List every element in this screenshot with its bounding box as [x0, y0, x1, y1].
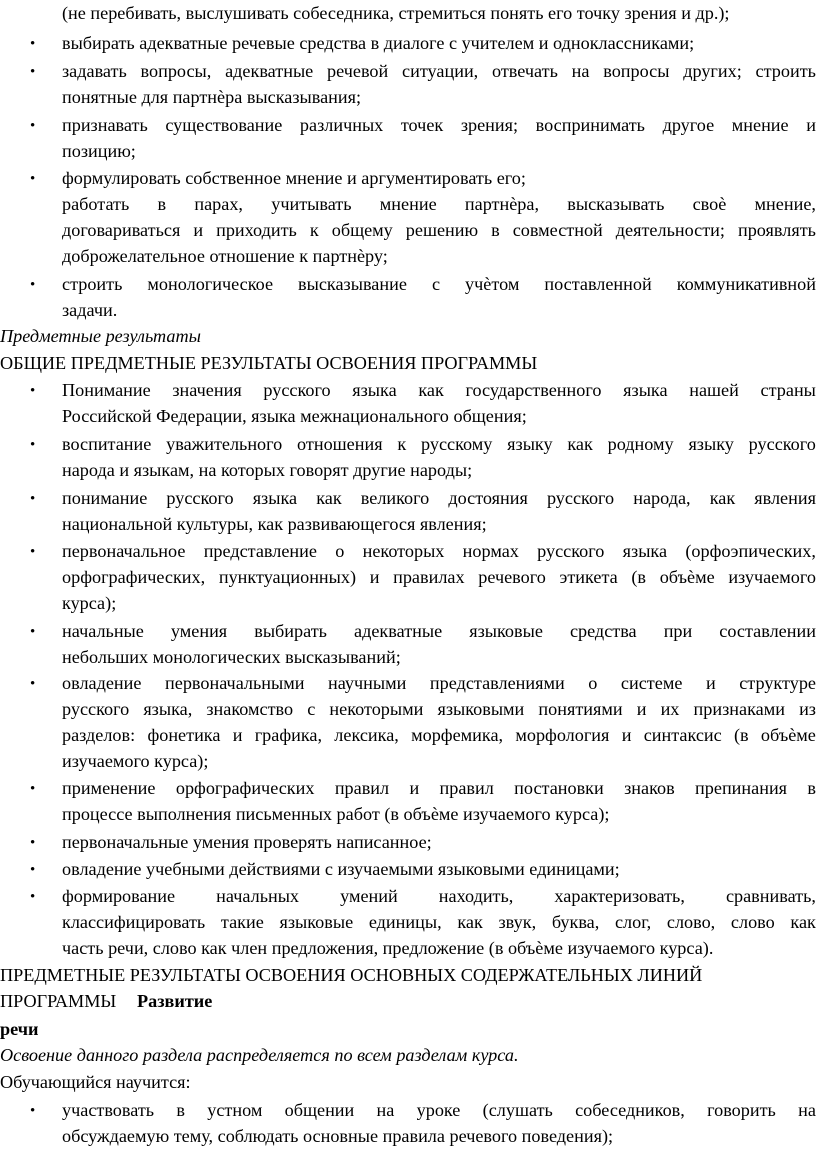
word: классифицировать — [62, 912, 206, 932]
word: государственного — [465, 380, 602, 400]
word: высказывание — [298, 274, 407, 294]
list-item-line: народа и языкам, на которых говорят другие народы; — [62, 460, 473, 480]
bullet-marker: • — [30, 544, 36, 560]
paragraph-line — [62, 217, 816, 243]
list-item-line: выбирать адекватные речевые средства в диалоге с учителем и одноклассниками; — [62, 33, 695, 53]
word: в — [807, 778, 816, 798]
word: этикета — [559, 567, 618, 587]
word: фонетика — [147, 725, 221, 745]
word: правил — [439, 778, 494, 798]
word: русского — [537, 541, 605, 561]
list-item-line: курса); — [62, 593, 117, 613]
word: языковыми — [437, 699, 525, 719]
word: точек — [400, 115, 444, 135]
word: языка — [252, 488, 298, 508]
word: как — [316, 488, 342, 508]
word: препинания — [695, 778, 788, 798]
word: первоначальными — [165, 673, 305, 693]
word: представлениями — [429, 673, 565, 693]
word: признавать — [62, 115, 148, 135]
word: речевой — [327, 61, 389, 81]
word: понимание — [62, 488, 148, 508]
word: коммуникативной — [676, 274, 816, 294]
list-item-line: понятные для партнѐра высказывания; — [62, 87, 362, 107]
word: слово, — [666, 912, 716, 932]
word: языку — [507, 434, 553, 454]
word: на — [798, 1100, 816, 1120]
list-item-line — [62, 618, 816, 644]
word: работать — [62, 194, 130, 214]
word: объѐме — [659, 567, 715, 587]
word: высказывать — [567, 194, 665, 214]
word: умений — [340, 886, 398, 906]
bullet-marker: • — [30, 36, 36, 52]
word: (слушать — [482, 1100, 553, 1120]
word: русского — [263, 380, 331, 400]
list-item-line — [62, 431, 816, 457]
word: и — [621, 725, 632, 745]
word: некоторыми — [329, 699, 424, 719]
word: языковые — [469, 621, 543, 641]
word: мнение, — [754, 194, 816, 214]
bullet-marker: • — [30, 624, 36, 640]
list-item-line — [62, 909, 816, 935]
word: вопросы — [603, 61, 670, 81]
word: строить — [755, 61, 816, 81]
word: задавать — [62, 61, 127, 81]
list-item-line — [62, 775, 816, 801]
word: такие — [220, 912, 264, 932]
word: отвечать — [491, 61, 558, 81]
bullet-marker: • — [30, 118, 36, 134]
word: слог, — [614, 912, 652, 932]
list-item-line — [62, 883, 816, 909]
word: языка, — [143, 699, 193, 719]
list-item-line: часть речи, слово как член предложения, предложение (в объѐме изучаемого курса). — [62, 938, 714, 958]
word: как — [457, 912, 483, 932]
bullet-marker: • — [30, 1103, 36, 1119]
word: общении — [284, 1100, 355, 1120]
word: и — [232, 725, 243, 745]
word: системе — [620, 673, 683, 693]
list-item-line: небольших монологических высказываний; — [62, 647, 401, 667]
word: устном — [207, 1100, 263, 1120]
word: объѐме — [760, 725, 816, 745]
list-item-line: задачи. — [62, 300, 118, 320]
word: зрения; — [460, 115, 519, 135]
list-item-line: позицию; — [62, 141, 136, 161]
word: языковые — [279, 912, 354, 932]
word: языку — [688, 434, 734, 454]
word: значения — [172, 380, 242, 400]
word: решению — [405, 220, 479, 240]
bullet-marker: • — [30, 491, 36, 507]
word: представление — [203, 541, 317, 561]
word: средства — [569, 621, 637, 641]
list-item-line — [62, 58, 816, 84]
bullet-marker: • — [30, 437, 36, 453]
word: парах, — [194, 194, 243, 214]
word: существование — [165, 115, 283, 135]
word: русского — [166, 488, 234, 508]
word: структуре — [739, 673, 816, 693]
list-item-line — [62, 1097, 816, 1123]
word: в — [157, 194, 167, 214]
word: овладение — [62, 673, 142, 693]
word: народа, — [633, 488, 691, 508]
word: знакомство — [206, 699, 294, 719]
word: мнение — [379, 194, 437, 214]
word: к — [397, 434, 407, 454]
word: на — [376, 1100, 395, 1120]
word: договариваться — [62, 220, 181, 240]
list-item-line — [62, 271, 816, 297]
continuation-line: (не перебивать, выслушивать собеседника, стремиться понять его точку зрения и др.); — [62, 3, 730, 23]
list-item-line — [62, 564, 816, 590]
word: и — [369, 567, 380, 587]
speech-section-note: Освоение данного раздела распределяется по всем разделам курса. — [0, 1045, 519, 1065]
word: на — [571, 61, 590, 81]
word: учитывать — [271, 194, 352, 214]
word: научными — [328, 673, 407, 693]
word: участвовать — [62, 1100, 155, 1120]
word: отношения — [297, 434, 383, 454]
word: о — [588, 673, 598, 693]
word: адекватные — [225, 61, 314, 81]
word: буква, — [551, 912, 600, 932]
word: понятиями — [538, 699, 623, 719]
word: как — [790, 912, 816, 932]
word: признаками — [693, 699, 785, 719]
word: как — [709, 488, 736, 508]
list-item-line: овладение учебными действиями с изучаемыми языковыми единицами; — [62, 859, 620, 879]
word: начальные — [62, 621, 144, 641]
word: с — [431, 274, 441, 294]
word: орфографических, — [62, 567, 206, 587]
bullet-marker: • — [30, 781, 36, 797]
bullet-marker: • — [30, 862, 36, 878]
word: формирование — [62, 886, 176, 906]
word: страны — [760, 380, 816, 400]
word: умения — [170, 621, 228, 641]
word: о — [335, 541, 345, 561]
word: при — [663, 621, 693, 641]
list-item-line — [62, 670, 816, 696]
word: собеседников, — [575, 1100, 685, 1120]
word: звук, — [498, 912, 537, 932]
list-item-line: национальной культуры, как развивающегося явления; — [62, 514, 487, 534]
word: орфографических — [175, 778, 315, 798]
word: приходить — [216, 220, 297, 240]
word: речевого — [478, 567, 546, 587]
learner-will-label: Обучающийся научится: — [0, 1072, 191, 1092]
word: поставленной — [544, 274, 652, 294]
list-item-line: изучаемого курса); — [62, 751, 209, 771]
speech-section-title-cont: речи — [0, 1019, 39, 1039]
word: деятельности; — [615, 220, 725, 240]
word: выбирать — [254, 621, 327, 641]
word: явления — [754, 488, 816, 508]
bullet-marker: • — [30, 835, 36, 851]
word: уроке — [416, 1100, 461, 1120]
word: нашей — [689, 380, 739, 400]
word: как — [418, 380, 444, 400]
bullet-marker: • — [30, 383, 36, 399]
word: строить — [62, 274, 123, 294]
word: первоначальное — [62, 541, 186, 561]
list-item-line: процессе выполнения письменных работ (в объѐме изучаемого курса); — [62, 804, 610, 824]
word: характеризовать, — [554, 886, 685, 906]
word: некоторых — [362, 541, 445, 561]
list-item-line — [62, 377, 816, 403]
word: правилах — [393, 567, 465, 587]
word: совместной — [512, 220, 603, 240]
word: вопросы, — [140, 61, 212, 81]
word: (в — [734, 725, 749, 745]
word: начальных — [216, 886, 300, 906]
word: русского — [546, 488, 615, 508]
content-heading-line2: ПРОГРАММЫ — [0, 991, 117, 1011]
bullet-marker: • — [30, 676, 36, 692]
word: графика, — [254, 725, 323, 745]
word: сравнивать, — [725, 886, 816, 906]
word: ситуации, — [402, 61, 479, 81]
word: различных — [299, 115, 384, 135]
word: воспитание — [62, 434, 152, 454]
word: изучаемого — [728, 567, 816, 587]
word: и — [193, 220, 204, 240]
word: других; — [683, 61, 742, 81]
word: адекватные — [354, 621, 443, 641]
word: применение — [62, 778, 156, 798]
word: языка — [623, 380, 668, 400]
word: морфология — [515, 725, 610, 745]
word: находить, — [438, 886, 514, 906]
word: языка — [622, 541, 668, 561]
word: знаков — [624, 778, 675, 798]
word: языка — [352, 380, 397, 400]
word: с — [307, 699, 316, 719]
word: проявлять — [737, 220, 816, 240]
word: синтаксис — [643, 725, 722, 745]
bullet-marker: • — [30, 171, 36, 187]
word: правил — [334, 778, 390, 798]
word: и — [705, 673, 716, 693]
word: партнѐра, — [464, 194, 540, 214]
word: из — [799, 699, 816, 719]
word: Понимание — [62, 380, 151, 400]
word: уважительного — [166, 434, 283, 454]
list-item-line — [62, 112, 816, 138]
word: и — [636, 699, 647, 719]
general-results-heading: ОБЩИЕ ПРЕДМЕТНЫЕ РЕЗУЛЬТАТЫ ОСВОЕНИЯ ПРОГРАММЫ — [0, 353, 538, 373]
word: составлении — [719, 621, 816, 641]
subject-results-label: Предметные результаты — [0, 326, 201, 346]
list-item-line — [62, 696, 816, 722]
word: (в — [631, 567, 647, 587]
list-item-line: обсуждаемую тему, соблюдать основные правила речевого поведения); — [62, 1126, 614, 1146]
bullet-marker: • — [30, 277, 36, 293]
word: постановки — [514, 778, 604, 798]
word: к — [309, 220, 319, 240]
word: достояния — [448, 488, 528, 508]
word: воспринимать — [535, 115, 645, 135]
word: монологическое — [147, 274, 274, 294]
speech-section-title: Развитие — [137, 991, 213, 1011]
word: мнение — [731, 115, 789, 135]
word: в — [491, 220, 500, 240]
word: единицы, — [368, 912, 442, 932]
list-item-line: первоначальные умения проверять написанное; — [62, 832, 432, 852]
word: в — [176, 1100, 185, 1120]
content-heading-line1: ПРЕДМЕТНЫЕ РЕЗУЛЬТАТЫ ОСВОЕНИЯ ОСНОВНЫХ СОДЕРЖАТЕЛЬНЫХ ЛИНИЙ — [0, 965, 703, 985]
word: нормах — [462, 541, 519, 561]
word: русского — [748, 434, 816, 454]
word: как — [567, 434, 593, 454]
paragraph-line: доброжелательное отношение к партнѐру; — [62, 246, 388, 266]
bullet-marker: • — [30, 889, 36, 905]
paragraph-line — [62, 191, 816, 217]
list-item-line — [62, 722, 816, 748]
word: русскому — [421, 434, 493, 454]
word: великого — [360, 488, 430, 508]
word: морфемика, — [411, 725, 504, 745]
word: своѐ — [692, 194, 727, 214]
list-item-line: формулировать собственное мнение и аргументировать его; — [62, 168, 526, 188]
list-item-line: Российской Федерации, языка межнационального общения; — [62, 406, 527, 426]
word: другое — [662, 115, 715, 135]
word: и — [806, 115, 816, 135]
list-item-line — [62, 538, 816, 564]
word: учѐтом — [465, 274, 520, 294]
word: их — [660, 699, 680, 719]
word: лексика, — [334, 725, 399, 745]
word: пунктуационных) — [218, 567, 357, 587]
word: родному — [607, 434, 674, 454]
word: (орфоэпических, — [685, 541, 816, 561]
word: разделов: — [62, 725, 136, 745]
word: говорить — [707, 1100, 776, 1120]
bullet-marker: • — [30, 64, 36, 80]
list-item-line — [62, 485, 816, 511]
word: и — [409, 778, 420, 798]
word: русского — [62, 699, 130, 719]
word: слово — [730, 912, 775, 932]
word: общему — [331, 220, 393, 240]
